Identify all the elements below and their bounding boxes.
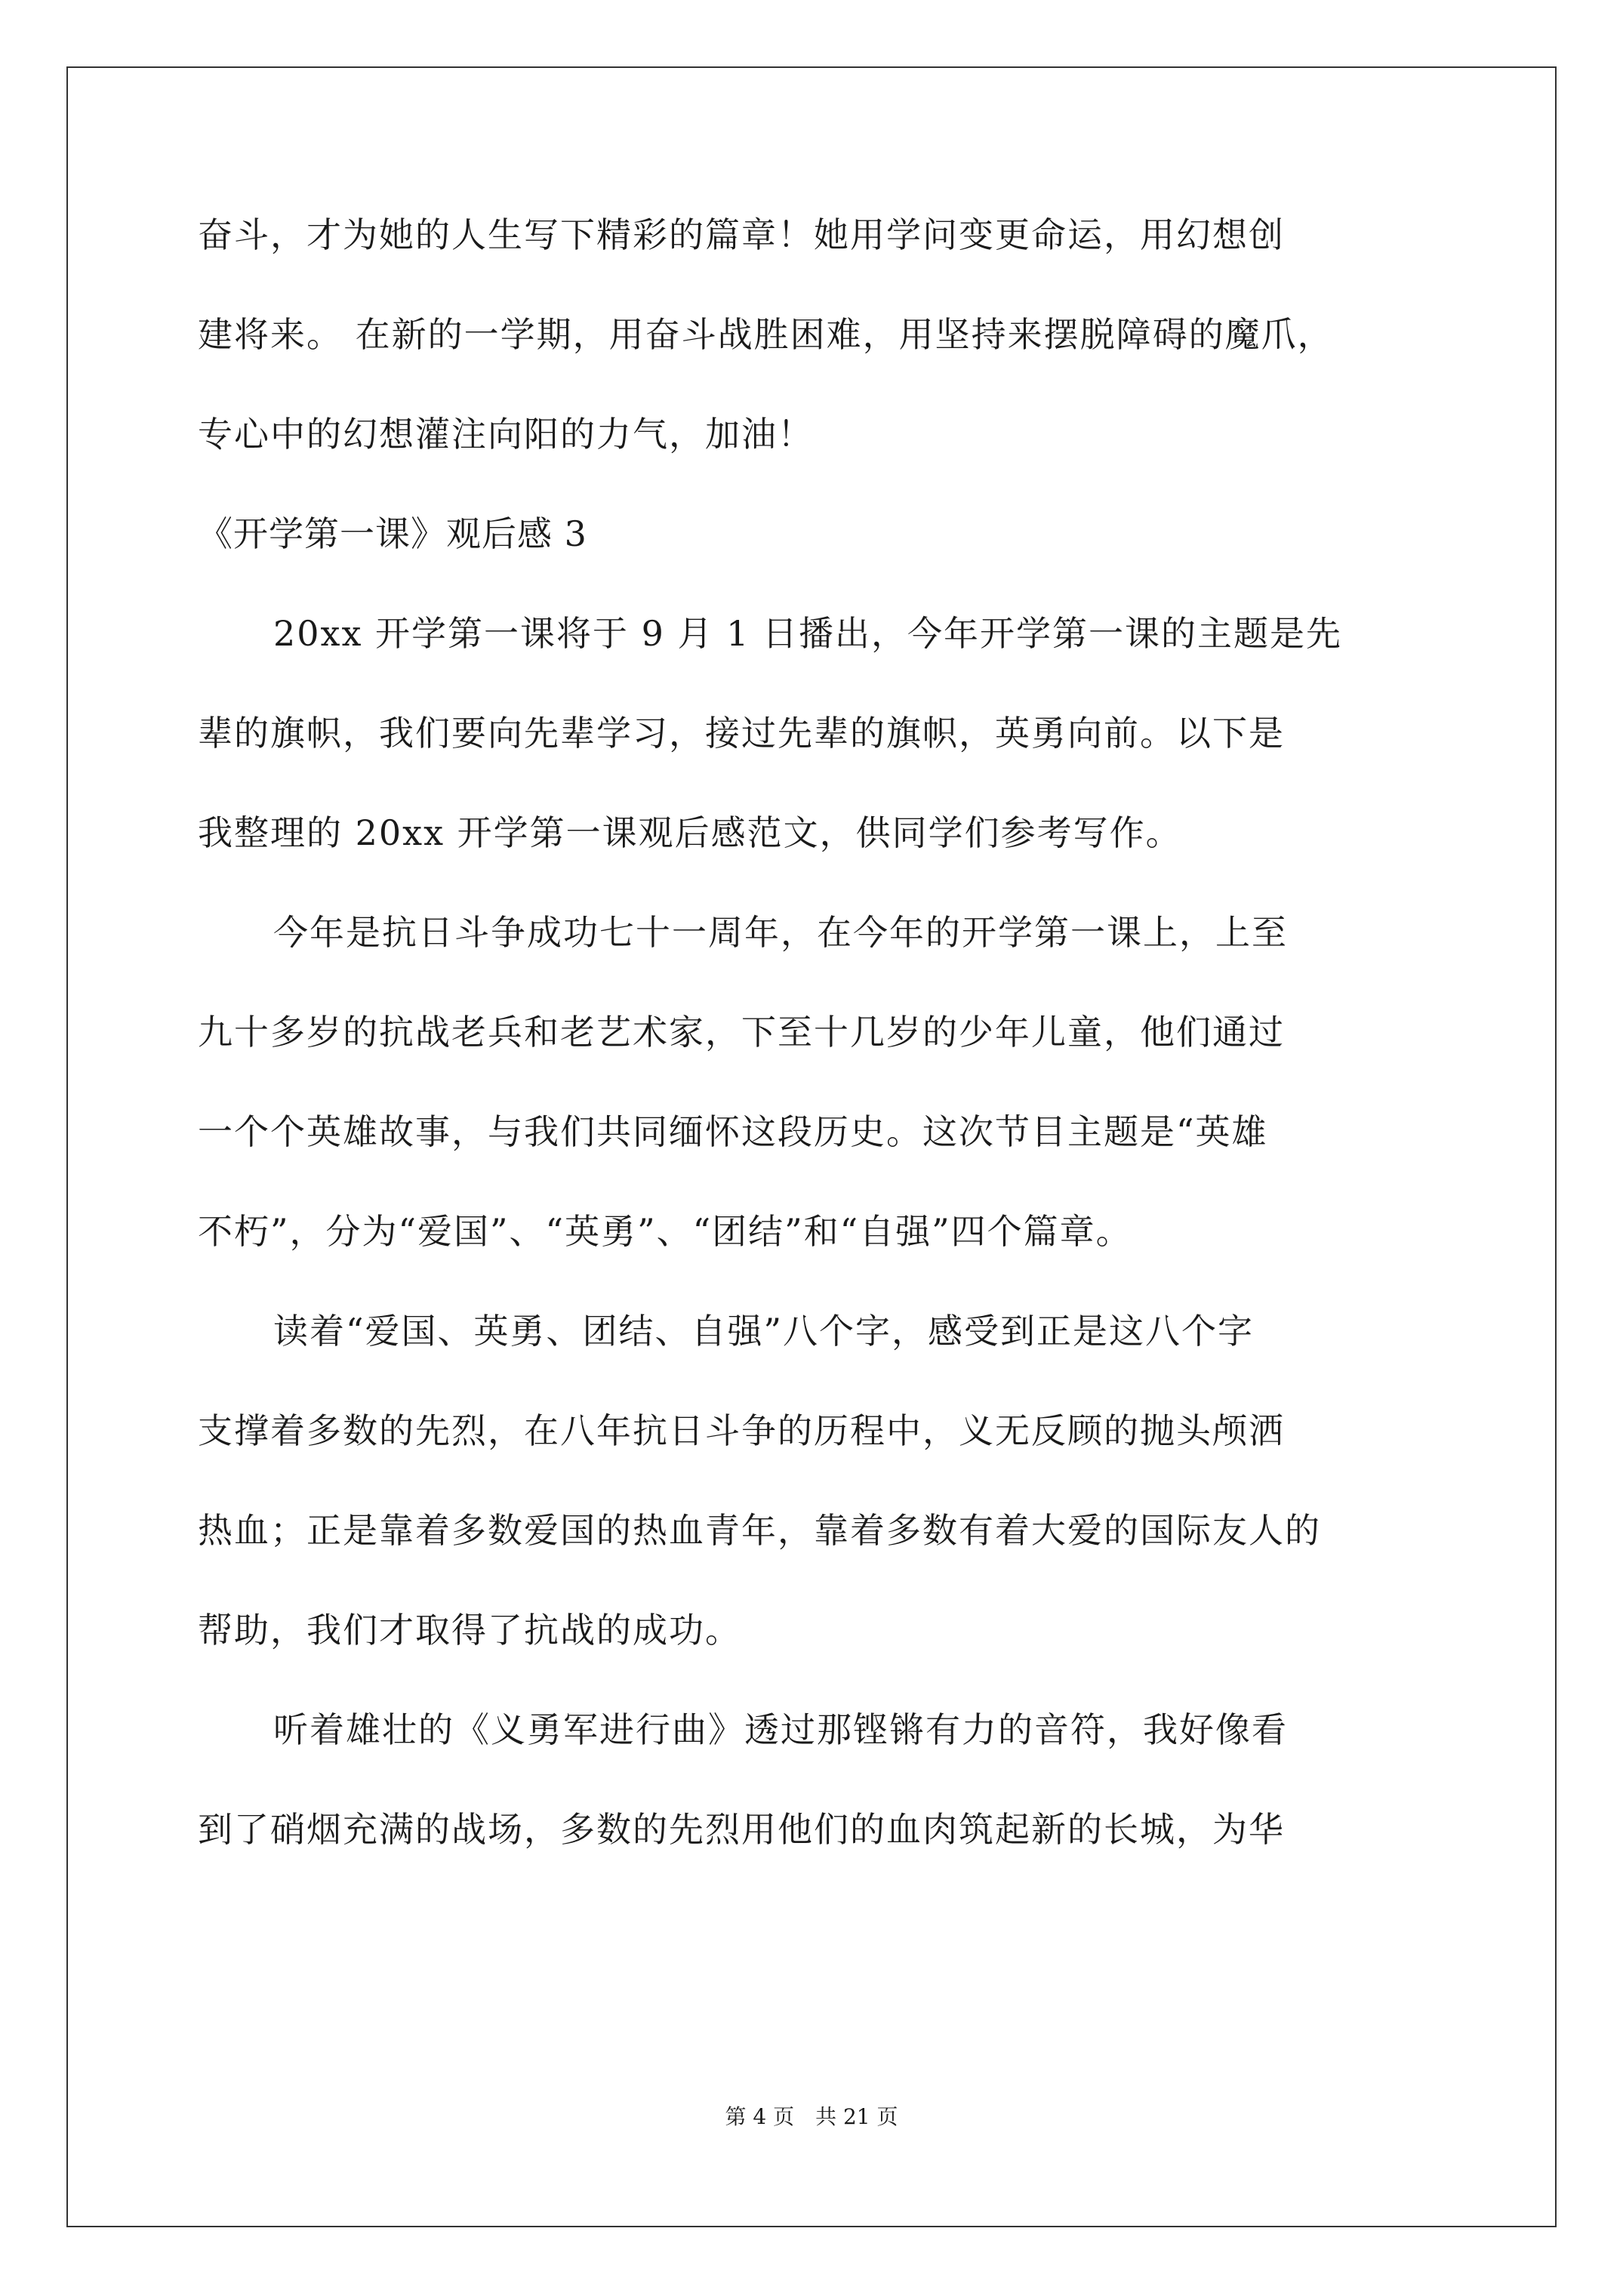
text-line: 不朽”，分为“爱国”、“英勇”、“团结”和“自强”四个篇章。 bbox=[198, 1211, 1132, 1252]
text-line: 奋斗，才为她的人生写下精彩的篇章！她用学问变更命运，用幻想创 bbox=[198, 214, 1285, 255]
page-total: 共 21 页 bbox=[815, 2104, 898, 2129]
text-line: 帮助，我们才取得了抗战的成功。 bbox=[198, 1610, 741, 1650]
text-line: 到了硝烟充满的战场，多数的先烈用他们的血肉筑起新的长城，为华 bbox=[198, 1809, 1285, 1850]
document-body bbox=[198, 214, 1436, 1912]
section-heading: 《开学第一课》观后感 3 bbox=[198, 513, 587, 554]
text-line: 今年是抗日斗争成功七十一周年，在今年的开学第一课上，上至 bbox=[273, 912, 1288, 953]
text-line: 一个个英雄故事，与我们共同缅怀这段历史。这次节目主题是“英雄 bbox=[198, 1111, 1268, 1152]
text-line: 听着雄壮的《义勇军进行曲》透过那铿锵有力的音符，我好像看 bbox=[273, 1709, 1288, 1750]
text-line: 建将来。 在新的一学期，用奋斗战胜困难，用坚持来摆脱障碍的魔爪， bbox=[198, 314, 1334, 355]
text-line: 支撑着多数的先烈，在八年抗日斗争的历程中，义无反顾的抛头颅洒 bbox=[198, 1410, 1285, 1451]
text-line: 九十多岁的抗战老兵和老艺术家，下至十几岁的少年儿童，他们通过 bbox=[198, 1012, 1285, 1052]
page-footer bbox=[0, 2105, 1623, 2129]
text-line: 热血；正是靠着多数爱国的热血青年，靠着多数有着大爱的国际友人的 bbox=[198, 1510, 1321, 1551]
text-line: 20xx 开学第一课将于 9 月 1 日播出，今年开学第一课的主题是先 bbox=[273, 613, 1343, 654]
page-number: 第 4 页 bbox=[725, 2104, 795, 2129]
text-line: 我整理的 20xx 开学第一课观后感范文，供同学们参考写作。 bbox=[198, 812, 1182, 853]
text-line: 辈的旗帜，我们要向先辈学习，接过先辈的旗帜，英勇向前。以下是 bbox=[198, 713, 1285, 754]
text-line: 读着“爱国、英勇、团结、自强”八个字，感受到正是这八个字 bbox=[273, 1311, 1255, 1351]
text-line: 专心中的幻想灌注向阳的力气，加油！ bbox=[198, 414, 814, 455]
